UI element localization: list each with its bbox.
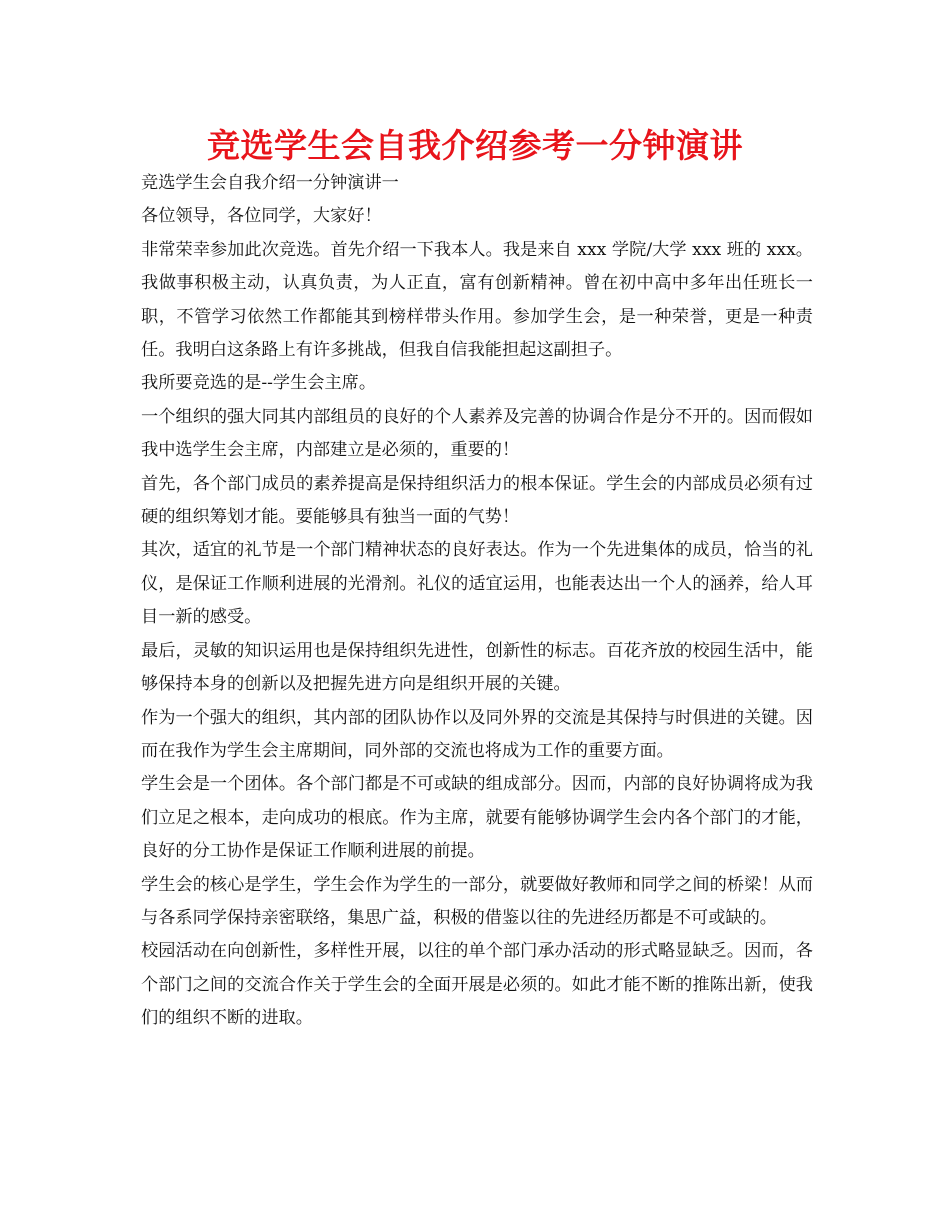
paragraph: 校园活动在向创新性，多样性开展，以往的单个部门承办活动的形式略显缺乏。因而，各个部门之间的交流合作关于学生会的全面开展是必须的。如此才能不断的推陈出新，使我们的组织不断的进取。 (141, 941, 813, 1029)
paragraph-heading: 竞选学生会自我介绍一分钟演讲一 (141, 173, 399, 193)
paragraph: 其次，适宜的礼节是一个部门精神状态的良好表达。作为一个先进集体的成员，恰当的礼仪，是保证工作顺利进展的光滑剂。礼仪的适宜运用，也能表达出一个人的涵养，给人耳目一新的感受。 (141, 540, 813, 628)
document-body (141, 167, 813, 1036)
paragraph: 非常荣幸参加此次竞选。首先介绍一下我本人。我是来自 xxx 学院/大学 xxx 班的 xxx。我做事积极主动，认真负责，为人正直，富有创新精神。曾在初中高中多年出任班长一职，不管学习依然工作都能其到榜样带头作用。参加学生会，是一种荣誉，更是一种责任。我明白这条路上有许多挑战，但我自信我能担起这副担子。 (141, 239, 813, 361)
document-title: 竞选学生会自我介绍参考一分钟演讲 (207, 126, 743, 165)
paragraph: 一个组织的强大同其内部组员的良好的个人素养及完善的协调合作是分不开的。因而假如我中选学生会主席，内部建立是必须的，重要的！ (141, 406, 813, 461)
paragraph: 学生会的核心是学生，学生会作为学生的一部分，就要做好教师和同学之间的桥梁！从而与各系同学保持亲密联络，集思广益，积极的借鉴以往的先进经历都是不可或缺的。 (141, 874, 813, 928)
paragraph: 作为一个强大的组织，其内部的团队协作以及同外界的交流是其保持与时俱进的关键。因而在我作为学生会主席期间，同外部的交流也将成为工作的重要方面。 (141, 707, 813, 761)
paragraph: 我所要竞选的是--学生会主席。 (141, 373, 377, 394)
paragraph: 最后，灵敏的知识运用也是保持组织先进性，创新性的标志。百花齐放的校园生活中，能够保持本身的创新以及把握先进方向是组织开展的关键。 (141, 640, 813, 695)
paragraph: 首先，各个部门成员的素养提高是保持组织活力的根本保证。学生会的内部成员必须有过硬的组织筹划才能。要能够具有独当一面的气势！ (141, 473, 813, 528)
paragraph: 学生会是一个团体。各个部门都是不可或缺的组成部分。因而，内部的良好协调将成为我们立足之根本，走向成功的根底。作为主席，就要有能够协调学生会内各个部门的才能，良好的分工协作是保证工作顺利进展的前提。 (141, 774, 813, 862)
paragraph-greeting: 各位领导，各位同学，大家好！ (141, 206, 382, 227)
